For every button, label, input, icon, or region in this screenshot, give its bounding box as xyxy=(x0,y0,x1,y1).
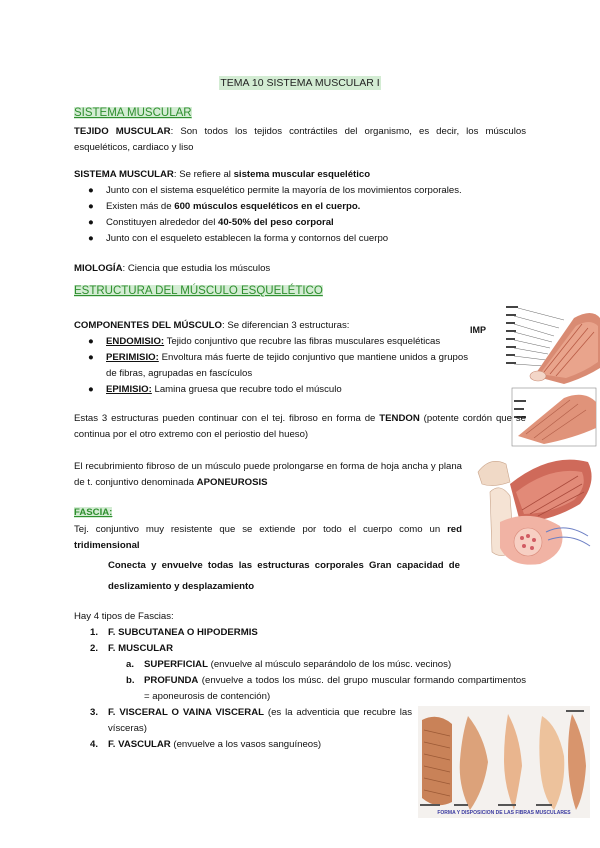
aponeurosis-paragraph: El recubrimiento fibroso de un músculo puede prolongarse en forma de hoja ancha y plana de t. conjuntivo denominada APONEUROSIS xyxy=(74,461,462,488)
componentes-paragraph: COMPONENTES DEL MÚSCULO: Se diferencian 3 estructuras: xyxy=(74,320,350,331)
list-item: ● Junto con el sistema esquelético permite la mayoría de los movimientos corporales. xyxy=(88,185,462,196)
fascia-heading: FASCIA: xyxy=(74,507,113,518)
sistema-muscular-paragraph: SISTEMA MUSCULAR: Se refiere al sistema muscular esquelético xyxy=(74,169,371,180)
miologia-paragraph: MIOLOGÍA: Ciencia que estudia los músculos xyxy=(74,263,271,274)
fascia-indent-paragraph: Conecta y envuelve todas las estructuras corporales Gran capacidad de deslizamiento y desplazamiento xyxy=(108,560,460,592)
fiber-figure-caption: FORMA Y DISPOSICIÓN DE LAS FIBRAS MUSCULARES xyxy=(437,810,571,816)
list-item: ● Existen más de 600 músculos esqueléticos en el cuerpo. xyxy=(88,201,361,212)
list-item: ● Junto con el esqueleto establecen la forma y contornos del cuerpo xyxy=(88,233,389,244)
tipos-intro: Hay 4 tipos de Fascias: xyxy=(74,611,174,622)
list-item: ● PERIMISIO: Envoltura más fuerte de tejido conjuntivo que mantiene unidos a grupos de fibras, agrupadas en fascículos xyxy=(88,352,468,379)
tejido-muscular-paragraph: TEJIDO MUSCULAR: Son todos los tejidos contráctiles del organismo, es decir, los músculos esqueléticos, cardiaco y liso xyxy=(74,126,526,153)
tendon-paragraph: Estas 3 estructuras pueden continuar con el tej. fibroso en forma de TENDON (potente cordón que se continua por el otro extremo con el periostio del hueso) xyxy=(74,413,526,440)
list-item: ● ENDOMISIO: Tejido conjuntivo que recubre las fibras musculares esqueléticas xyxy=(88,336,441,347)
document-title: TEMA 10 SISTEMA MUSCULAR I xyxy=(220,77,380,89)
componentes-bullets xyxy=(88,334,468,398)
imp-label: IMP xyxy=(470,325,487,335)
section-heading-sistema-muscular: SISTEMA MUSCULAR xyxy=(74,107,192,119)
sistema-muscular-bullets xyxy=(88,183,528,247)
fascia-paragraph: Tej. conjuntivo muy resistente que se extiende por todo el cuerpo como un red tridimensional xyxy=(74,524,462,551)
list-item: ● Constituyen alrededor del 40-50% del peso corporal xyxy=(88,217,334,228)
list-item: ● EPIMISIO: Lamina gruesa que recubre todo el músculo xyxy=(88,384,342,395)
section-heading-estructura: ESTRUCTURA DEL MÚSCULO ESQUELÉTICO xyxy=(74,285,323,297)
fascia-figure xyxy=(470,452,600,570)
document-page: TEMA 10 SISTEMA MUSCULAR I SISTEMA MUSCULAR TEJIDO MUSCULAR: Son todos los tejidos contráctiles del organismo, es decir, los músculos esqueléticos, cardiaco y liso SISTEMA MUSCULAR: Se refiere al sistema muscular esquelético ● Junto con el sistema esquelético permite la mayoría de los movimientos corporales. ● Existen más de 600 músculos esqueléticos en el cuerpo. ● Constituyen alrededor del 40-50% del peso corporal ● Junto con el esqueleto establecen la forma y contornos del cuerpo MIOLOGÍA: Ciencia que estudia los músculos ESTRUCTURA DEL MÚSCULO ESQUELÉTICO COMPONENTES DEL MÚSCULO: Se diferencian 3 estructuras: ● ENDOMISIO: Tejido conjuntivo que recubre las fibras musculares esqueléticas ● PERIMISIO: Envoltura más fuerte de tejido conjuntivo que mantiene unidos a grupos de fibras, agrupadas en fascículos ● EPIMISIO: Lamina gruesa que recubre todo el músculo IMP Estas 3 estructuras pueden continuar con el tej. fibroso en forma de TENDON (potente cordón que se continua por el otro extremo con el periostio del hueso) El recubrimiento fibroso de un músculo puede prolongarse en forma de hoja ancha y plana de t. conjuntivo denominada APONEUROSIS FASCIA: Tej. conjuntivo muy resistente que se extiende por todo el cuerpo como un red tridimensional Conecta y envuelve todas las estructuras corporales Gran capacidad de deslizamiento y desplazamiento Hay 4 tipos de Fascias: 1. F. SUBCUTANEA O HIPODERMIS 2. F. MUSCULAR a. SUPERFICIAL (envuelve al músculo separándolo de los músc. vecinos) b. PROFUNDA (envuelve a todos los músc. del grupo muscular formando compartimentos = aponeurosis de contención) 3. F. VISCERAL O VAINA VISCERAL (es la adventicia que recubre las vísceras) 4. F. VASCULAR (envuelve a los vasos sanguíneos) FORMA Y DISPOSICIÓN DE LAS FIBRAS MUSCULARES xyxy=(0,0,600,848)
fiber-shapes-figure xyxy=(418,706,590,818)
